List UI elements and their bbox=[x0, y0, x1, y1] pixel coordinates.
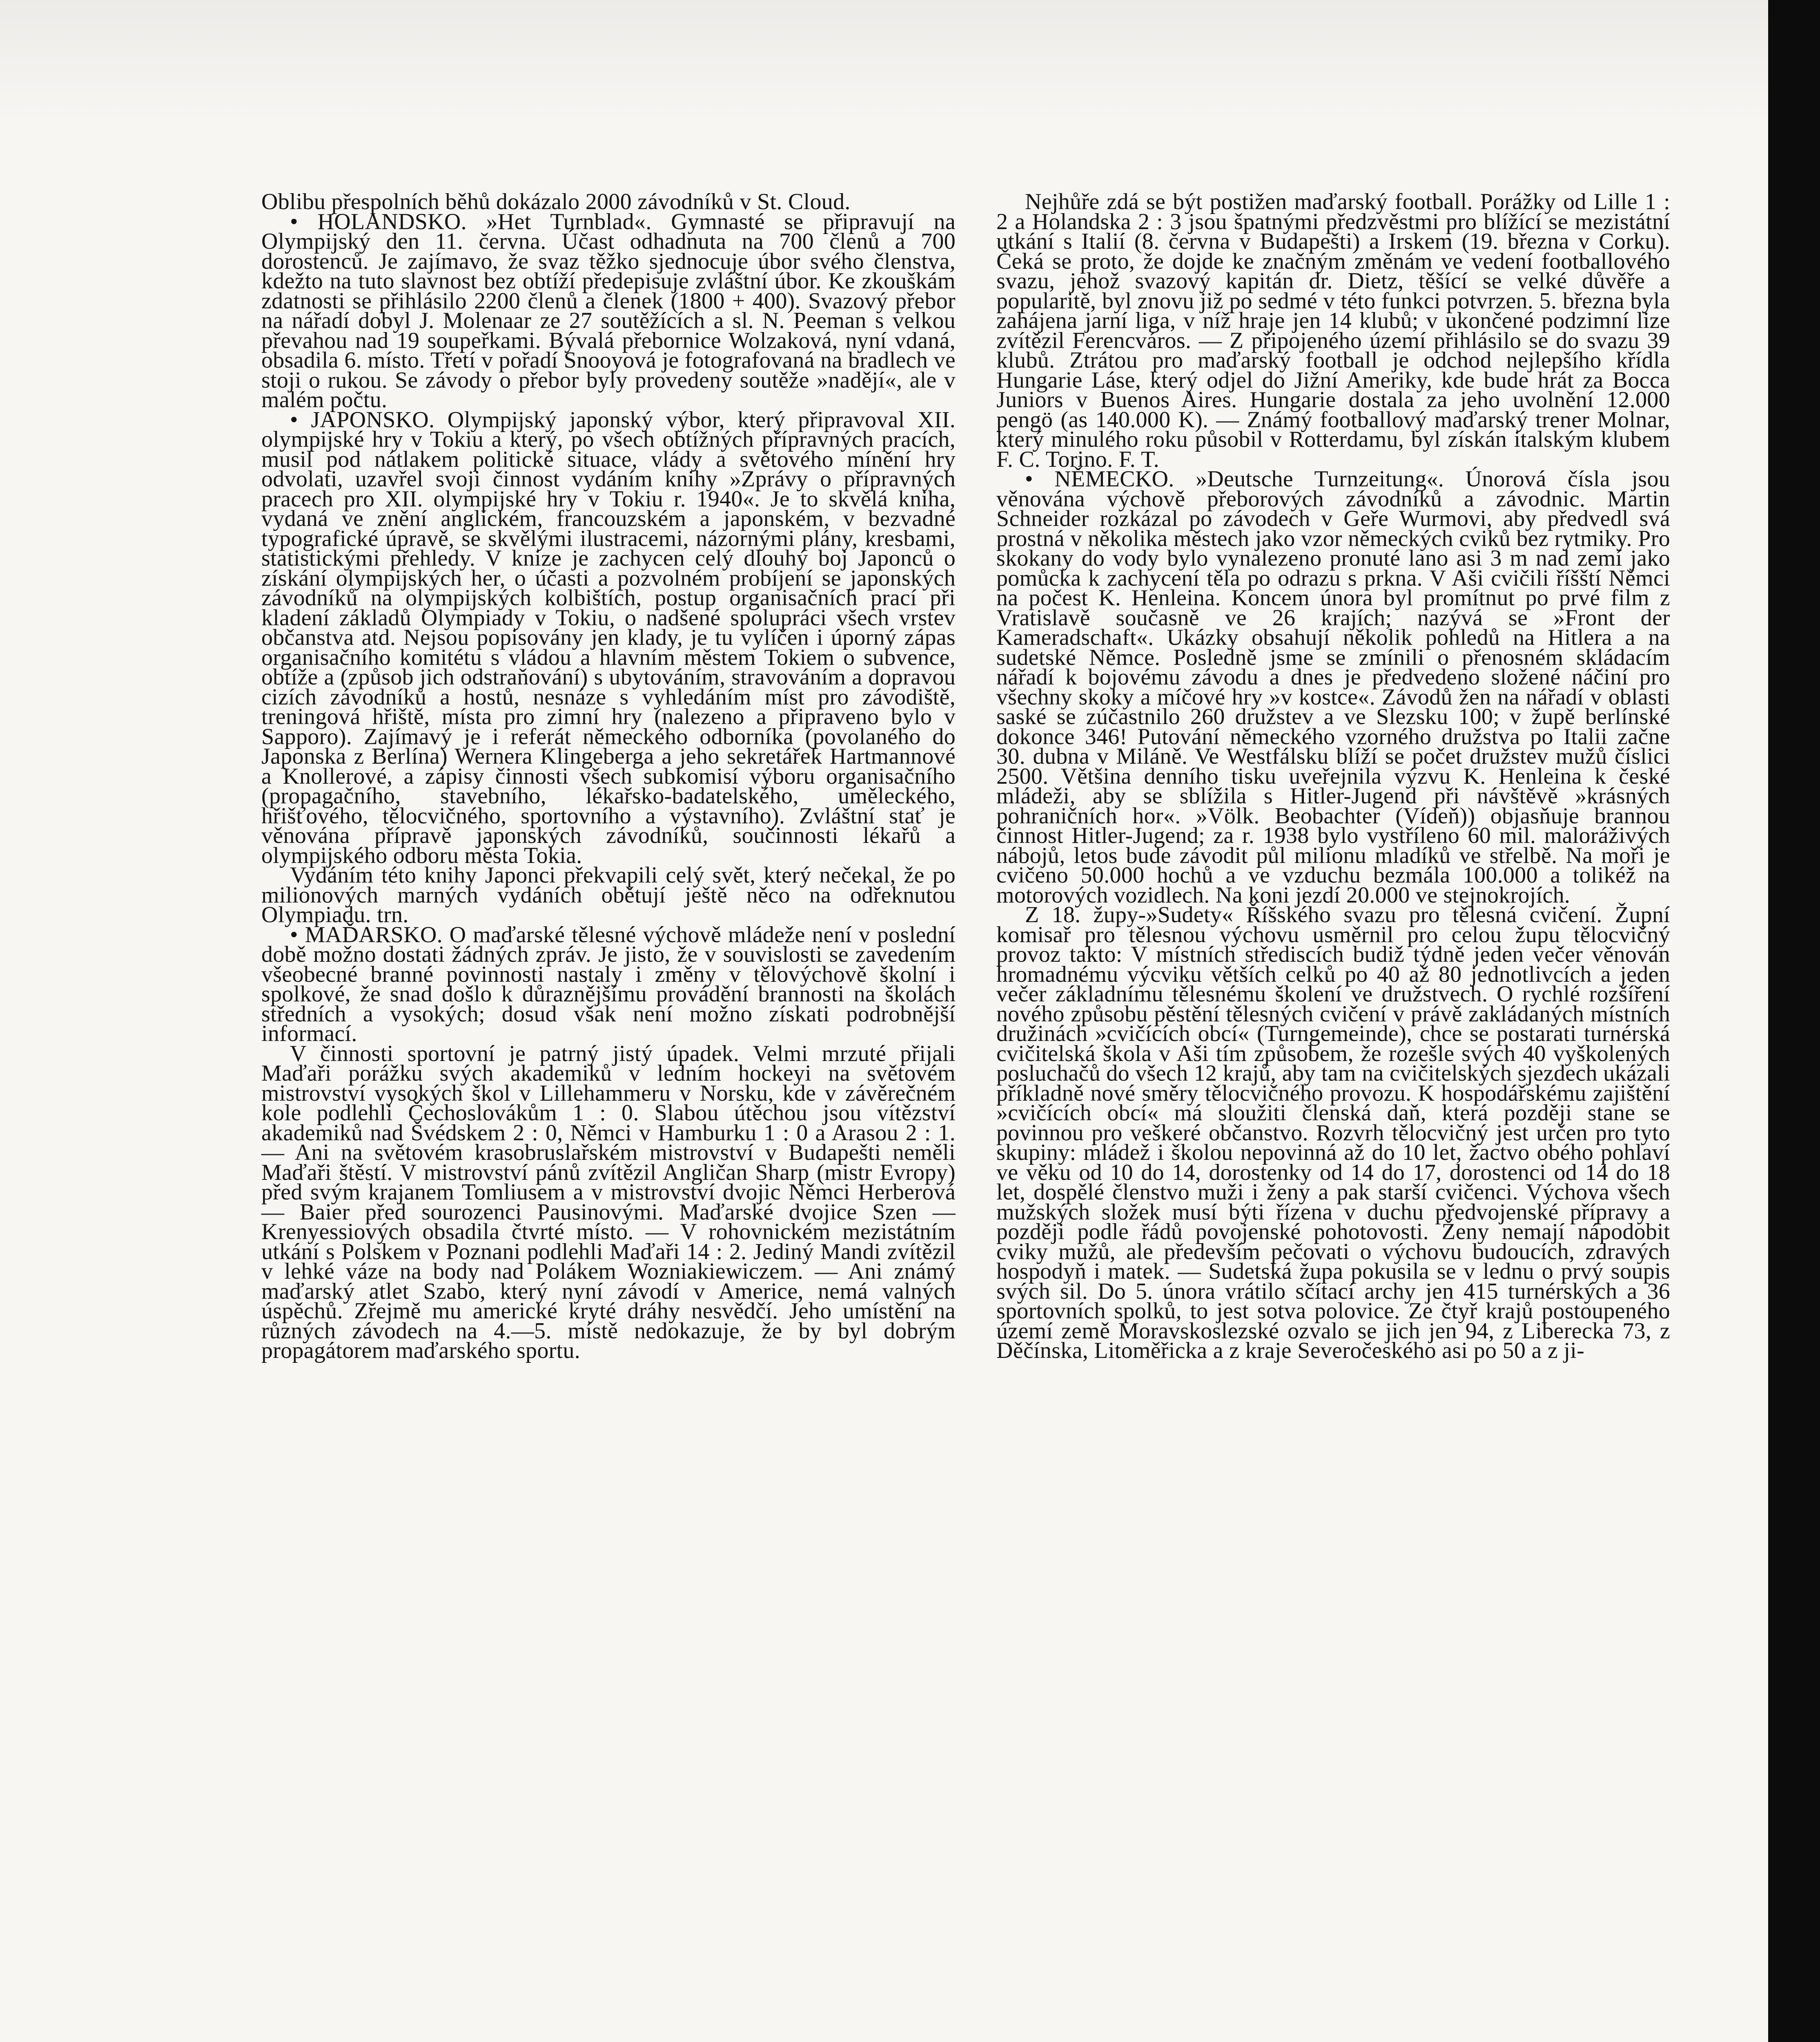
paragraph-japonsko-conclusion: Vydáním této knihy Japonci překvapili celý svět, který nečekal, že po milionových marných vydáních obětují ještě něco na odřeknutou Olympiadu. trn. bbox=[261, 863, 956, 927]
paragraph-madarsko-sport: V činnosti sportovní je patrný jistý úpadek. Velmi mrzuté přijali Maďaři porážku svých akademiků v ledním hockeyi na světovém mistrovství vysokých škol v Lillehammeru v Norsku, kde v závěrečném kole podlehli Čechoslovákům 1 : 0. Slabou útěchou jsou vítězství akademiků nad Švédskem 2 : 0, Němci v Hamburku 1 : 0 a Arasou 2 : 1. — Ani na světovém krasobruslařském mistrovství v Budapešti neměli Maďaři štěstí. V mistrovství pánů zvítězil Angličan Sharp (mistr Evropy) před svým krajanem Tomliusem a v mistrovství dvojic Němci Herberová — Baier před sourozenci Pausinovými. Maďarské dvojice Szen — Krenyessiových obsadila čtvrté místo. — V rohovnickém mezistátním utkání s Polskem v Poznani podlehli Maďaři 14 : 2. Jediný Mandi zvítězil v lehké váze na body nad Polákem Wozniakiewiczem. — Ani známý maďarský atlet Szabo, který nyní závodí v Americe, nemá valných úspěchů. Zřejmě mu americké kryté dráhy nesvědčí. Jeho umístění na různých závodech na 4.—5. místě nedokazuje, že by byl dobrým propagátorem maďarského sportu. bbox=[261, 1041, 956, 1363]
scan-shadow bbox=[0, 0, 1768, 123]
right-column bbox=[996, 189, 1670, 1363]
left-column bbox=[261, 189, 956, 1363]
paragraph-holandsko: • HOLANDSKO. »Het Turnblad«. Gymnasté se připravují na Olympijský den 11. června. Účast odhadnuta na 700 členů a 700 dorostenců. Je zajímavo, že svaz těžko sjednocuje úbor svého členstva, kdežto na tuto slavnost bez obtíží předepisuje zvláštní úbor. Ke zkouškám zdatnosti se přihlásilo 2200 členů a členek (1800 + 400). Svazový přebor na nářadí dobyl J. Molenaar ze 27 soutěžících a sl. N. Peeman s velkou převahou nad 19 soupeřkami. Bývalá přebornice Wolzaková, nyní vdaná, obsadila 6. místo. Třetí v pořadí Snooyová je fotografovaná na bradlech ve stoji o rukou. Se závody o přebor byly provedeny soutěže »nadějí«, ale v malém počtu. bbox=[261, 209, 956, 412]
paragraph-st-cloud: Oblibu přespolních běhů dokázalo 2000 závodníků v St. Cloud. bbox=[261, 189, 851, 214]
paragraph-madarsko: • MAĎARSKO. O maďarské tělesné výchově mládeže není v poslední době možno dostati žádných zpráv. Je jisto, že v souvislosti se zavedením všeobecné branné povinnosti nastaly i změny v tělovýchově školní i spolkové, že snad došlo k důraznějšímu provádění brannosti na školách středních a vysokých; dosud však není možno získati podrobnější informací. bbox=[261, 922, 956, 1046]
paragraph-japonsko: • JAPONSKO. Olympijský japonský výbor, který připravoval XII. olympijské hry v Tokiu a který, po všech obtížných přípravných pracích, musil pod nátlakem politické situace, vlády a světového mínění hry odvolati, uzavřel svoji činnost vydáním knihy »Zprávy o přípravných pracech pro XII. olympijské hry v Tokiu r. 1940«. Je to skvělá kniha, vydaná ve znění anglickém, francouzském a japonském, v bezvadné typografické úpravě, se skvělými ilustracemi, názornými plány, kresbami, statistickými přehledy. V knize je zachycen celý dlouhý boj Japonců o získání olympijských her, o účasti a pozvolném probíjení se japonských závodníků na olympijských kolbištích, postup organisačních prací při kladení základů Olympiady v Tokiu, o nadšené spolupráci všech vrstev občanstva atd. Nejsou popisovány jen klady, je tu vylíčen i úporný zápas organisačního komitétu s vládou a hlavním městem Tokiem o subvence, obtíže a (způsob jich odstraňování) s ubytováním, stravováním a dopravou cizích závodníků a hostů, nesnáze s vyhledáním míst pro závodiště, treningová hřiště, místa pro zimní hry (nalezeno a připraveno bylo v Sapporo). Zajímavý je i referát německého odborníka (povolaného do Japonska z Berlína) Wernera Klingeberga a jeho sekretářek Hartmannové a Knollerové, a zápisy činnosti všech subkomisí výboru organisačního (propagačního, stavebního, lékařsko-badatelského, uměleckého, hřišťového, tělocvičného, sportovního a výstavního). Zvláštní stať je věnována přípravě japonských závodníků, součinnosti lékařů a olympijského odboru města Tokia. bbox=[261, 407, 956, 868]
paragraph-madarsko-football: Nejhůře zdá se být postižen maďarský football. Porážky od Lille 1 : 2 a Holandska 2 : 3 jsou špatnými předzvěstmi pro blížící se mezistátní utkání s Italií (8. června v Budapešti) a Irskem (19. března v Corku). Čeká se proto, že dojde ke značným změnám ve vedení footballového svazu, jehož svazový kapitán dr. Dietz, těšící se velké důvěře a popularitě, byl znovu již po sedmé v této funkci potvrzen. 5. března byla zahájena jarní liga, v níž hraje jen 14 klubů; v ukončené podzimní lize zvítězil Ferencváros. — Z připojeného území přihlásilo se do svazu 39 klubů. Ztrátou pro maďarský football je odchod nejlepšího křídla Hungarie Láse, který odjel do Jižní Ameriky, kde bude hrát za Bocca Juniors v Buenos Aires. Hungarie dostala za jeho uvolnění 12.000 pengö (as 140.000 K). — Známý footballový maďarský trener Molnar, který minulého roku působil v Rotterdamu, byl získán italským klubem F. C. Torino. F. T. bbox=[996, 189, 1670, 472]
paragraph-nemecko: • NĚMECKO. »Deutsche Turnzeitung«. Únorová čísla jsou věnována výchově přeborových závodníků a závodnic. Martin Schneider rozkázal po závodech v Geře Wurmovi, aby předvedl svá prostná v několika městech jako vzor německých cviků bez rytmiky. Pro skokany do vody bylo vynalezeno pronuté lano asi 3 m nad zemí jako pomůcka k zachycení těla po odrazu s prkna. V Aši cvičili říšští Němci na počest K. Henleina. Koncem února byl promítnut po prvé film z Vratislavě současně ve 26 krajích; nazývá se »Front der Kameradschaft«. Ukázky obsahují několik pohledů na Hitlera a na sudetské Němce. Posledně jsme se zmínili o přenosném skládacím nářadí k bojovému závodu a dnes je předvedeno složené náčiní pro všechny skoky a míčové hry »v kostce«. Závodů žen na nářadí v oblasti saské se zúčastnilo 260 družstev a ve Slezsku 100; v župě berlínské dokonce 346! Putování německého vzorného družstva po Italii začne 30. dubna v Miláně. Ve Westfálsku blíží se počet družstev mužů číslici 2500. Většina denního tisku uveřejnila výzvu K. Henleina k české mládeži, aby se sblížila s Hitler-Jugend při návštěvě »krásných pohraničních hor«. »Völk. Beobachter (Vídeň)) objasňuje brannou činnost Hitler-Jugend; za r. 1938 bylo vystříleno 60 mil. maloráživých nábojů, letos bude závodit půl milionu mladíků ve střelbě. Na moři je cvičeno 50.000 hochů a ve vzduchu bezmála 100.000 a tolikéž na motorových vozidlech. Na koni jezdí 20.000 ve stejnokrojích. bbox=[996, 466, 1670, 908]
paragraph-zupa-sudety: Z 18. župy-»Sudety« Říšského svazu pro tělesná cvičení. Župní komisař pro tělesnou výchovu usměrnil pro celou župu tělocvičný provoz takto: V místních střediscích budiž týdně jeden večer věnován hromadnému výcviku větších celků po 40 až 80 jednotlivcích a jeden večer základnímu tělesnému školení ve družstvech. O rychlé rozšíření nového způsobu pěstění tělesných cvičení v právě zakládaných místních družinách »cvičících obcí« (Turngemeinde), chce se postarati turnérská cvičitelská škola v Aši tím způsobem, že rozešle svých 40 vyškolených posluchačů do všech 12 krajů, aby tam na cvičitelských sjezdech ukázali příkladně nové směry tělocvičného provozu. K hospodářskému zajištění »cvičících obcí« má sloužiti členská daň, která později stane se povinnou pro veškeré občanstvo. Rozvrh tělocvičný jest určen pro tyto skupiny: mládež i školou nepovinná až do 10 let, žactvo obého pohlaví ve věku od 10 do 14, dorostenky od 14 do 17, dorostenci od 14 do 18 let, dospělé členstvo muži i ženy a pak starší cvičenci. Výchova všech mužských složek musí býti řízena v duchu předvojenské přípravy a později podle řádů povojenské pohotovosti. Ženy nemají nápodobit cviky mužů, ale především pečovati o výchovu budoucích, zdravých hospodyň i matek. — Sudetská župa pokusila se v lednu o prvý soupis svých sil. Do 5. února vrátilo sčítací archy jen 415 turnérských a 36 sportovních spolků, to jest sotva polovice. Ze čtyř krajů postoupeného území země Moravskoslezské ozvalo se jich jen 94, z Liberecka 73, z Děčínska, Litoměřicka a z kraje Severočeského asi po 50 a z ji- bbox=[996, 902, 1670, 1363]
scan-border bbox=[1768, 0, 1820, 2042]
